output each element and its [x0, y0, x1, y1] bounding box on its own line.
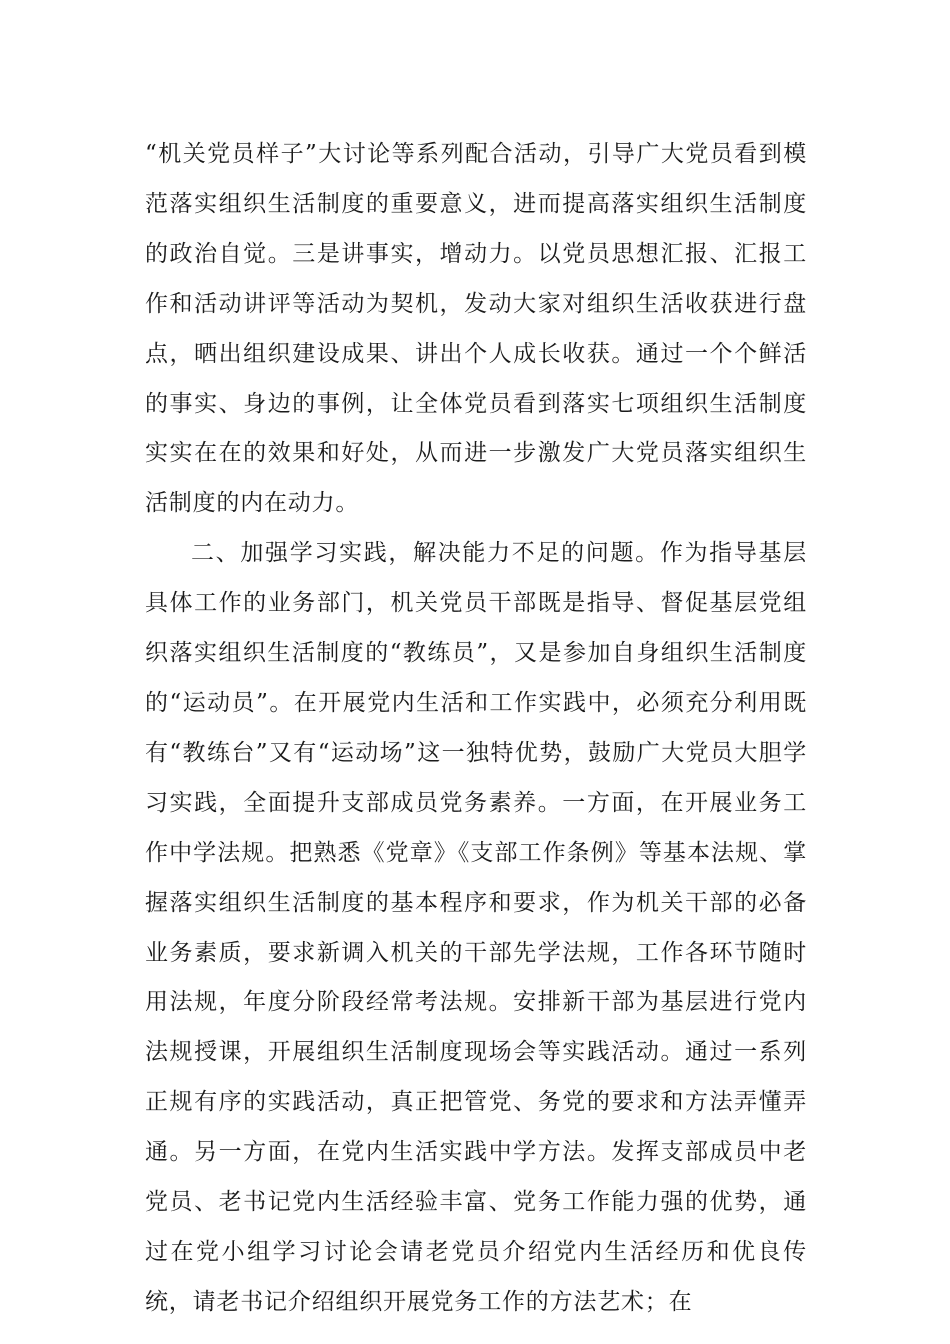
document-body [145, 130, 807, 1328]
paragraph-section-two: 二、加强学习实践，解决能力不足的问题。作为指导基层具体工作的业务部门，机关党员干部既是指导、督促基层党组织落实组织生活制度的“教练员”，又是参加自身组织生活制度的“运动员”。在开展党内生活和工作实践中，必须充分利用既有“教练台”又有“运动场”这一独特优势，鼓励广大党员大胆学习实践，全面提升支部成员党务素养。一方面，在开展业务工作中学法规。把熟悉《党章》《支部工作条例》等基本法规、掌握落实组织生活制度的基本程序和要求，作为机关干部的必备业务素质，要求新调入机关的干部先学法规，工作各环节随时用法规，年度分阶段经常考法规。安排新干部为基层进行党内法规授课，开展组织生活制度现场会等实践活动。通过一系列正规有序的实践活动，真正把管党、务党的要求和方法弄懂弄通。另一方面，在党内生活实践中学方法。发挥支部成员中老党员、老书记党内生活经验丰富、党务工作能力强的优势，通过在党小组学习讨论会请老党员介绍党内生活经历和优良传统，请老书记介绍组织开展党务工作的方法艺术；在 [145, 540, 807, 1315]
paragraph-continuation: “机关党员样子”大讨论等系列配合活动，引导广大党员看到模范落实组织生活制度的重要意义，进而提高落实组织生活制度的政治自觉。三是讲事实，增动力。以党员思想汇报、汇报工作和活动讲评等活动为契机，发动大家对组织生活收获进行盘点，晒出组织建设成果、讲出个人成长收获。通过一个个鲜活的事实、身边的事例，让全体党员看到落实七项组织生活制度实实在在的效果和好处，从而进一步激发广大党员落实组织生活制度的内在动力。 [145, 141, 807, 517]
